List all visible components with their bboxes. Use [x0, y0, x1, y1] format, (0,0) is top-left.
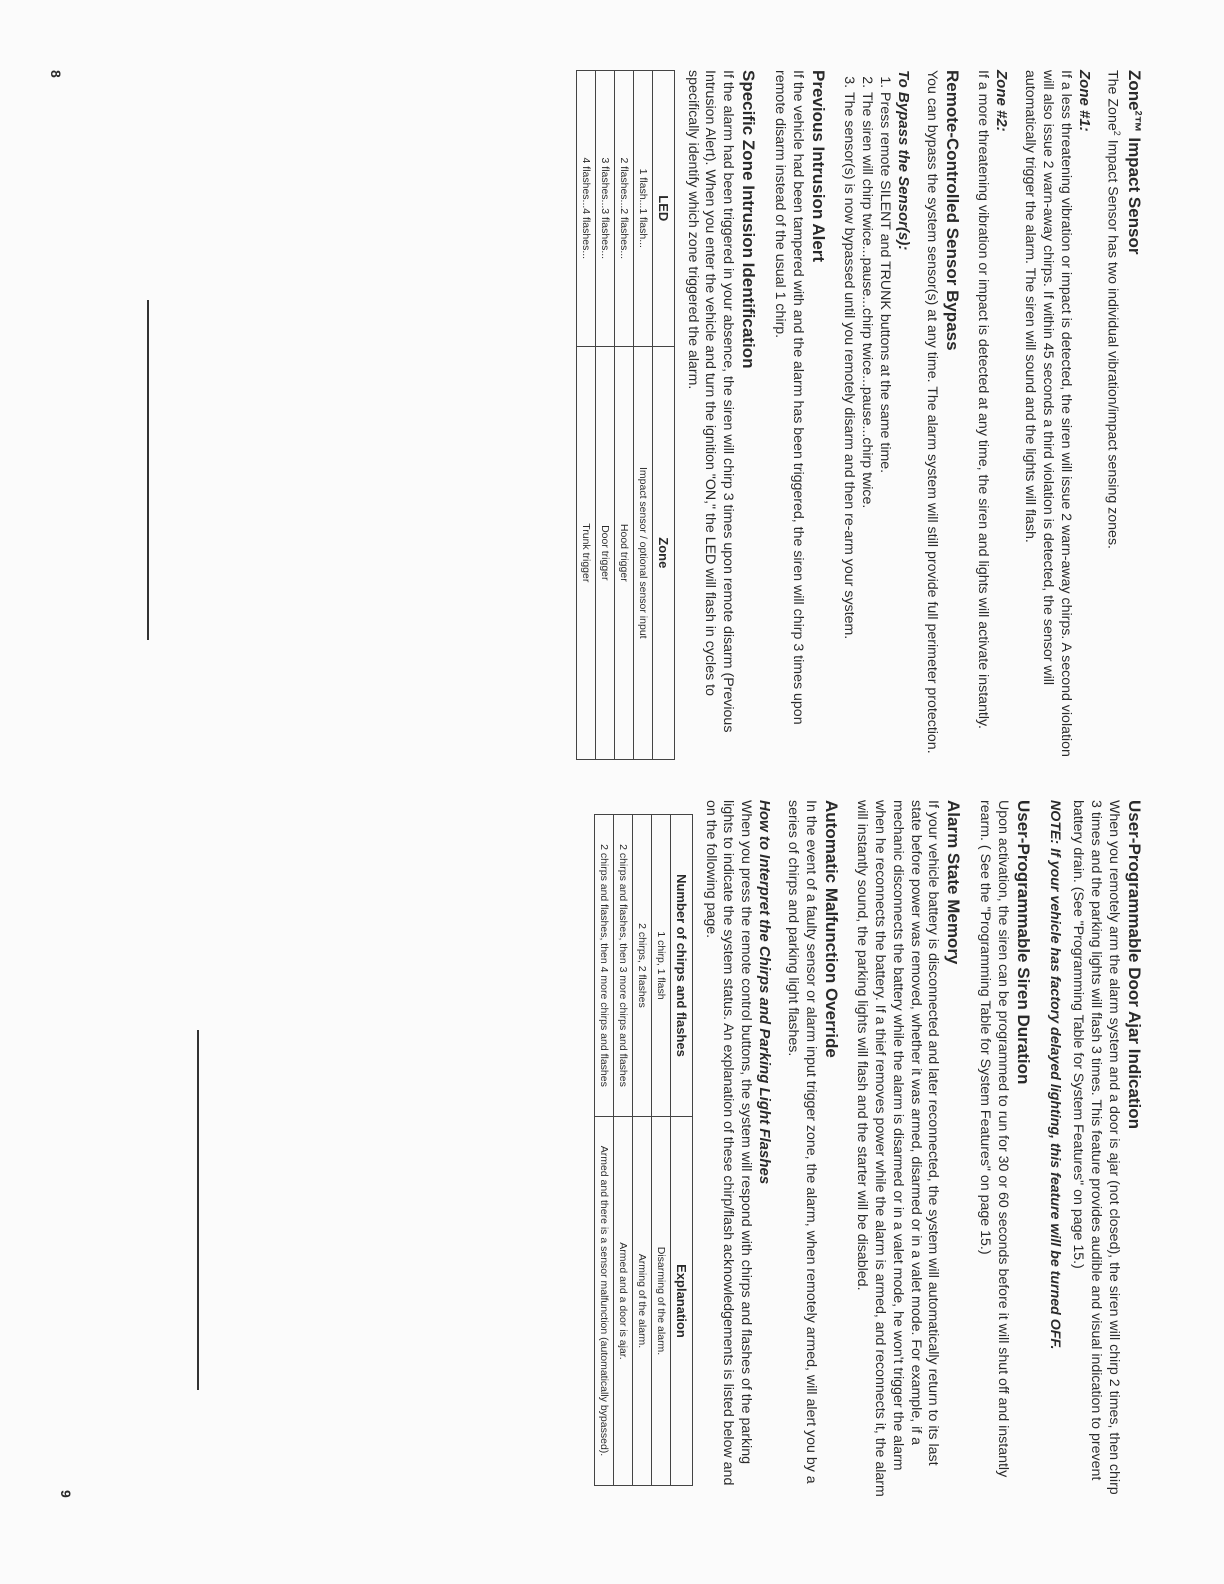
table-header-row — [652, 71, 674, 760]
table-cell: 3 flashes...3 flashes... — [595, 71, 614, 347]
table-cell: 1 chirp, 1 flash — [652, 815, 671, 1117]
alarm-memory-text: If your vehicle battery is disconnected and later reconnected, the system will automatically return to its last state before power was removed, whether it was armed, disarmed or in a valet mode. For example, if a mechanic disconnects the battery while the alarm is disarmed or in a valet mode, he won't trigger the alarm when he reconnects the battery. If a thief removes power while the alarm is armed, and reconnects it, the alarm will instantly sound, the parking lights will flash and the starter will be disabled. — [854, 800, 942, 1497]
chirps-flashes-table — [594, 814, 693, 1486]
sensor-bypass-heading: Remote-Controlled Sensor Bypass — [942, 70, 962, 351]
zone1-heading: Zone #1: — [1075, 70, 1093, 132]
table-row — [595, 815, 614, 1486]
door-ajar-heading: User-Programmable Door Ajar Indication — [1125, 800, 1144, 1130]
table-header-cell: Zone — [652, 346, 674, 759]
footer-rule-left — [147, 300, 149, 640]
table-cell: Trunk trigger — [576, 346, 595, 759]
table-cell: 4 flashes...4 flashes... — [576, 71, 595, 347]
led-zone-table — [576, 70, 675, 760]
door-ajar-note: NOTE: If your vehicle has factory delayed lighting, this feature will be turned OFF. — [1046, 800, 1063, 1350]
table-header-cell: LED — [652, 71, 674, 347]
table-cell: Door trigger — [595, 346, 614, 759]
zone-identification-text: If the alarm had been triggered in your absence, the siren will chirp 3 times upon remote disarm (Previous Intrusion Alert). When you enter the vehicle and turn the ignition "ON," the LED will flash in cycles to specifically identify which zone triggered the alarm. — [684, 70, 737, 733]
page-number-left: 8 — [48, 70, 64, 78]
table-cell: 2 chirps and flashes, then 3 more chirps and flashes — [614, 815, 633, 1117]
table-header-row — [671, 815, 693, 1486]
malfunction-override-text: In the event of a faulty sensor or alarm input trigger zone, the alarm, when remotely armed, will alert you by a series of chirps and parking light flashes. — [785, 800, 819, 1484]
page-number-right: 9 — [58, 1490, 74, 1498]
siren-duration-heading: User-Programmable Siren Duration — [1014, 800, 1033, 1085]
table-cell: 2 chirps, 2 flashes — [633, 815, 652, 1117]
previous-intrusion-heading: Previous Intrusion Alert — [808, 70, 828, 263]
zone2-text: If a more threatening vibration or impact is detected at any time, the siren and lights will activate instantly. — [975, 70, 992, 729]
impact-sensor-heading: Zone$^2$™ Impact Sensor — [1125, 70, 1144, 255]
table-row — [633, 815, 652, 1486]
table-cell: Disarming of the alarm. — [652, 1116, 671, 1485]
table-row — [614, 71, 633, 760]
table-cell: Armed and there is a sensor malfunction (automatically bypassed). — [595, 1116, 614, 1485]
table-cell: 2 chirps and flashes, then 4 more chirps and flashes — [595, 815, 614, 1117]
zone-identification-heading: Specific Zone Intrusion Identification — [739, 70, 759, 369]
table-row — [576, 71, 595, 760]
sensor-bypass-text: You can bypass the system sensor(s) at any time. The alarm system will still provide full perimeter protection. — [923, 70, 940, 754]
table-row — [652, 815, 671, 1486]
alarm-memory-heading: Alarm State Memory — [944, 800, 964, 965]
table-header-cell: Explanation — [671, 1116, 693, 1485]
malfunction-override-heading: Automatic Malfunction Override — [821, 800, 841, 1058]
table-cell: Impact sensor / optional sensor input — [633, 346, 652, 759]
table-cell: Arming of the alarm. — [633, 1116, 652, 1485]
left-page-column — [576, 70, 1144, 760]
table-row — [633, 71, 652, 760]
bypass-step: 1. Press remote SILENT and TRUNK buttons at the same time. — [875, 92, 893, 760]
interpret-chirps-text: When you press the remote control buttons, the system will respond with chirps and flashes of the parking lights to indicate the system status. An explanation of these chirp/flash acknowledgements is listed below and on the following page. — [702, 800, 755, 1486]
bypass-steps-heading: To Bypass the Sensor(s): — [894, 70, 912, 251]
footer-rule-right — [197, 1030, 199, 1390]
door-ajar-text: When you remotely arm the alarm system and a door is ajar (not closed), the siren will chirp 2 times, then chirp 3 times and the parking lights will flash 3 times. This feature provides audible and visual indication to prevent battery drain. (See "Programming Table for System Features" on page 15.) — [1070, 800, 1122, 1495]
table-row — [614, 815, 633, 1486]
interpret-chirps-heading: How to Interpret the Chirps and Parking Light Flashes — [756, 800, 774, 1185]
table-cell: 1 flash...1 flash... — [633, 71, 652, 347]
zone2-heading: Zone #2: — [993, 70, 1011, 132]
bypass-step: 2. The siren will chirp twice...pause...chirp twice...pause...chirp twice. — [857, 92, 875, 760]
right-page-column — [594, 800, 1144, 1500]
table-row — [595, 71, 614, 760]
bypass-step: 3. The sensor(s) is now bypassed until you remotely disarm and then re-arm your system. — [840, 92, 858, 760]
impact-sensor-intro: The Zone$^2$ Impact Sensor has two individual vibration/impact sensing zones. — [1104, 70, 1122, 549]
bypass-steps-list — [840, 70, 893, 760]
zone1-text: If a less threatening vibration or impact is detected, the siren will issue 2 warn-away chirps. A second violation will also issue 2 warn-away chirps. If within 45 seconds a third violation is detected, the sensor will automatically trigger the alarm. The siren will sound and the lights will flash. — [1022, 70, 1074, 757]
table-header-cell: Number of chirps and flashes — [671, 815, 693, 1117]
siren-duration-text: Upon activation, the siren can be programmed to run for 30 or 60 seconds before it will shut off and instantly rearm. ( See the "Programming Table for System Features" on page 15.) — [977, 800, 1011, 1478]
previous-intrusion-text: If the vehicle had been tampered with and the alarm has been triggered, the siren will chirp 3 times upon remote disarm instead of the usual 1 chirp. — [771, 70, 806, 725]
table-cell: 2 flashes...2 flashes... — [614, 71, 633, 347]
table-cell: Armed and a door is ajar. — [614, 1116, 633, 1485]
table-cell: Hood trigger — [614, 346, 633, 759]
